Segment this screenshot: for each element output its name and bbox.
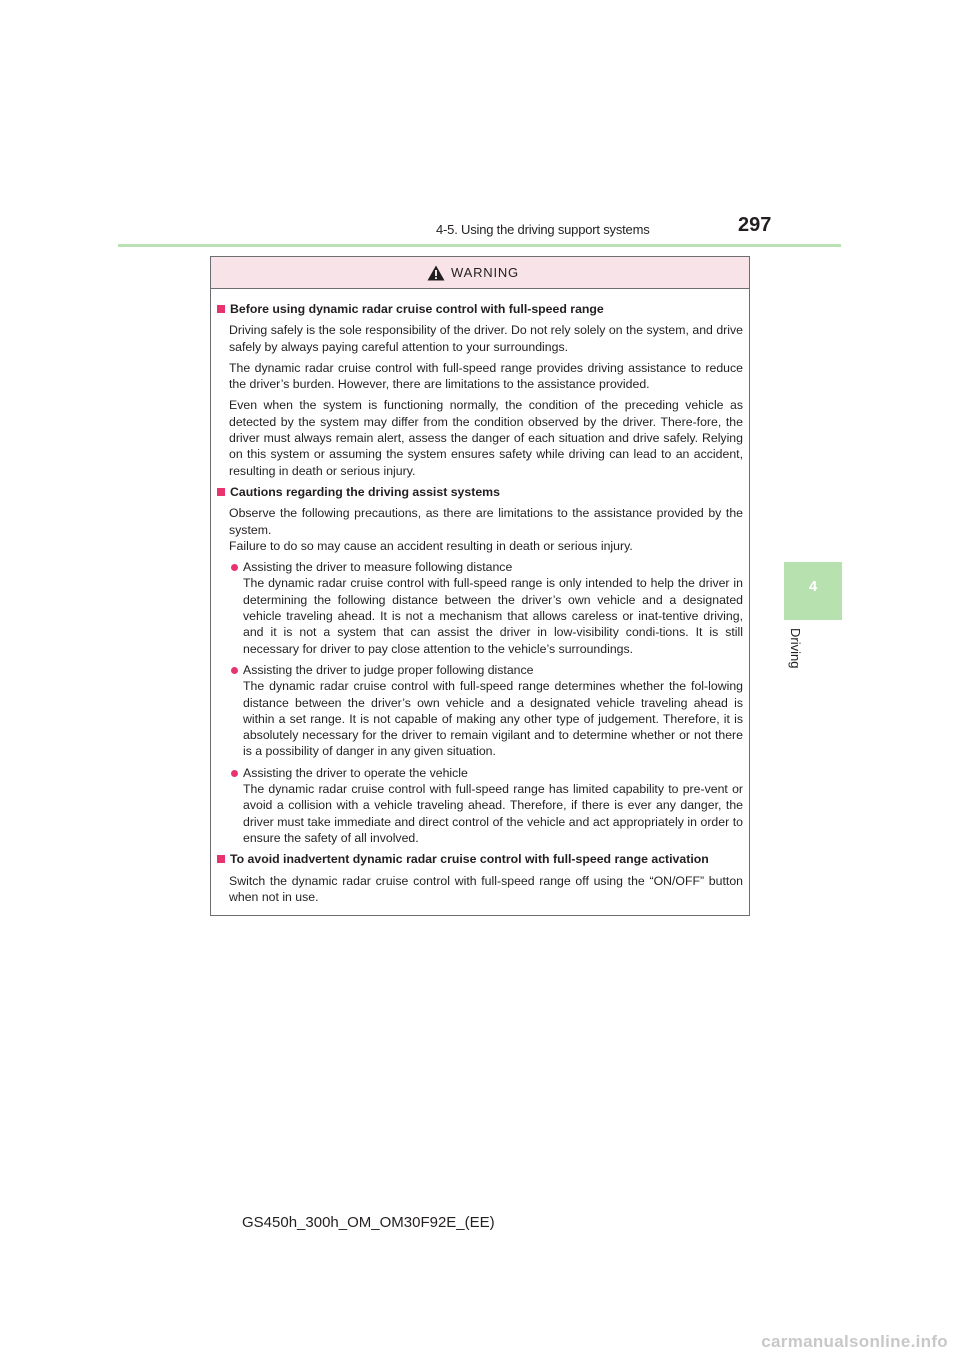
section-heading-text: Cautions regarding the driving assist systems <box>230 484 500 499</box>
page-number: 297 <box>738 214 772 236</box>
document-code: GS450h_300h_OM_OM30F92E_(EE) <box>242 1214 495 1231</box>
list-item <box>229 765 743 846</box>
warning-header <box>211 257 749 289</box>
section-heading <box>217 851 743 867</box>
list-item <box>229 662 743 760</box>
list-item-title: Assisting the driver to judge proper following distance <box>243 662 534 677</box>
list-item-title: Assisting the driver to operate the vehicle <box>243 765 468 780</box>
circle-bullet-icon <box>231 667 238 674</box>
paragraph: Switch the dynamic radar cruise control with full-speed range off using the “ON/OFF” button when not in use. <box>229 873 743 904</box>
header-divider <box>118 244 841 247</box>
square-bullet-icon <box>217 305 225 313</box>
square-bullet-icon <box>217 488 225 496</box>
watermark: carmanualsonline.info <box>761 1332 948 1351</box>
section-heading <box>217 484 743 500</box>
chapter-tab <box>784 562 842 620</box>
list-item-text: The dynamic radar cruise control with full-speed range determines whether the fol-lowing distance between the driver’s own vehicle and a designated vehicle traveling ahead is within a set range. It is not capable of making any other type of judgement. Therefore, it is absolutely necessary for the driver to remain vigilant and to determine whether or not there is a possibility of danger in any given situation. <box>243 679 743 759</box>
warning-section <box>217 301 743 479</box>
warning-box <box>210 256 750 916</box>
list-item-text: The dynamic radar cruise control with full-speed range is only intended to help the driver in determining the following distance between the driver’s own vehicle and a designated vehicle traveling ahead. It is not a mechanism that allows careless or inat-tentive driving, and it is not a system that can assist the driver in low-visibility condi-tions. It is still necessary for driver to pay close attention to the vehicle’s surroundings. <box>243 576 743 656</box>
chapter-label: Driving <box>788 628 803 669</box>
chapter-number: 4 <box>808 578 818 595</box>
section-heading <box>217 301 743 317</box>
circle-bullet-icon <box>231 770 238 777</box>
section-heading-text: Before using dynamic radar cruise control with full-speed range <box>230 302 604 316</box>
list-item-text: The dynamic radar cruise control with full-speed range has limited capability to pre-vent or avoid a collision with a vehicle traveling ahead. Therefore, if there is ever any danger, the driver must take immediate and direct control of the vehicle and act appropriately in order to ensure the safety of all involved. <box>243 782 743 845</box>
list-item <box>229 559 743 657</box>
paragraph: Even when the system is functioning normally, the condition of the preceding vehicle as detected by the system may differ from the condition observed by the driver. There-fore, the driver must always remain alert, assess the danger of each situation and drive safely. Relying on this system or assuming the system ensures safety while driving can lead to an accident, resulting in death or serious injury. <box>229 398 743 478</box>
warning-body <box>211 289 749 905</box>
square-bullet-icon <box>217 855 225 863</box>
warning-section <box>217 484 743 846</box>
paragraph: Driving safely is the sole responsibility of the driver. Do not rely solely on the system, and drive safely by always paying careful attention to your surroundings. <box>229 323 743 354</box>
warning-title: WARNING <box>451 265 519 280</box>
warning-section <box>217 851 743 905</box>
paragraph: Observe the following precautions, as there are limitations to the assistance provided by the system. <box>229 506 743 537</box>
circle-bullet-icon <box>231 564 238 571</box>
running-header-section: 4-5. Using the driving support systems <box>436 222 650 237</box>
section-heading-text: To avoid inadvertent dynamic radar cruise control with full-speed range activation <box>230 852 709 867</box>
list-item-title: Assisting the driver to measure following distance <box>243 560 513 575</box>
paragraph: Failure to do so may cause an accident resulting in death or serious injury. <box>229 538 633 553</box>
warning-triangle-icon <box>427 265 445 281</box>
paragraph: The dynamic radar cruise control with full-speed range provides driving assistance to reduce the driver’s burden. However, there are limitations to the assistance provided. <box>229 360 743 392</box>
